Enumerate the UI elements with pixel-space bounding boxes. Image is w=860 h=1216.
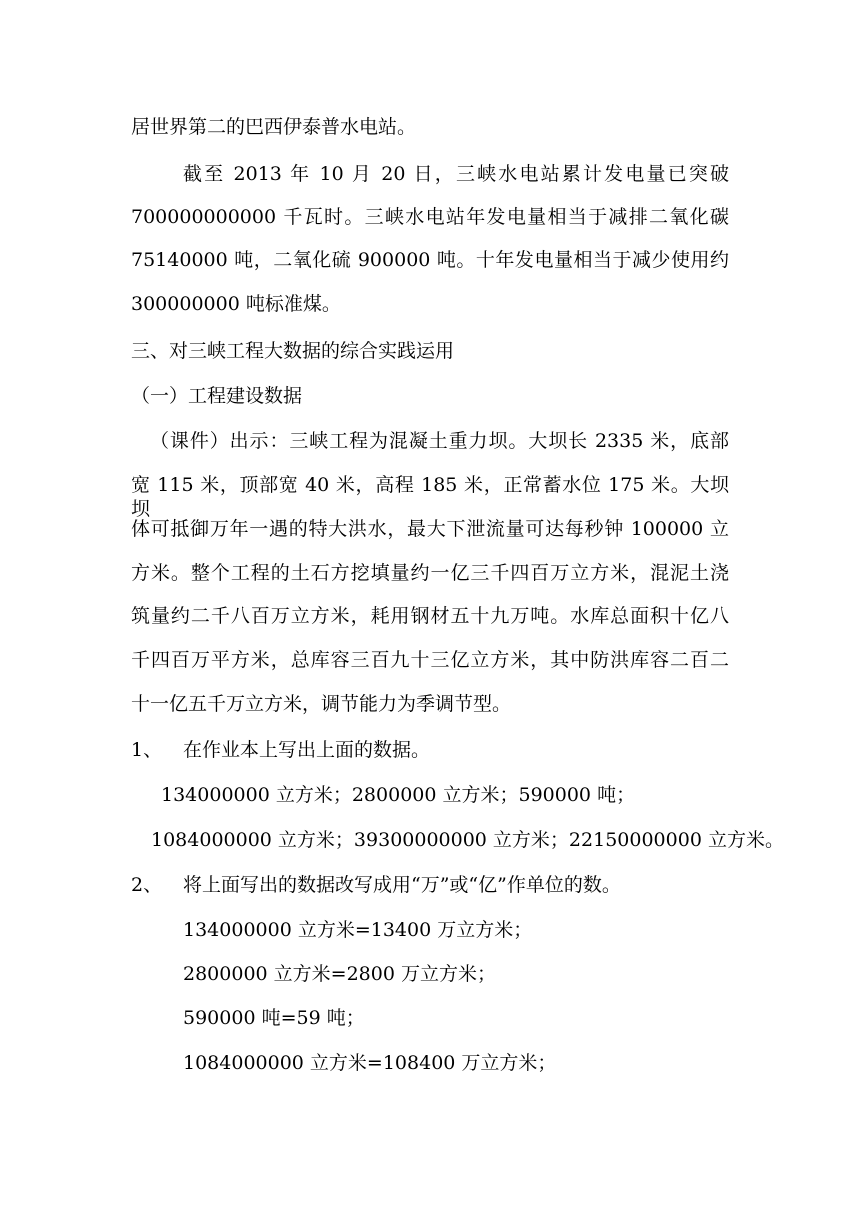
- paragraph-line: 宽 115 米，顶部宽 40 米，高程 185 米，正常蓄水位 175 米。大坝坝: [131, 474, 729, 520]
- paragraph-line: 700000000000 千瓦时。三峡水电站年发电量相当于减排二氧化碳: [131, 206, 729, 228]
- answer-line: 134000000 立方米；2800000 立方米；590000 吨；: [161, 784, 636, 806]
- paragraph-line: 十一亿五千万立方米，调节能力为季调节型。: [131, 693, 512, 715]
- paragraph-line: 300000000 吨标准煤。: [131, 293, 341, 315]
- subsection-heading: （一）工程建设数据: [131, 385, 303, 407]
- answer-line: 2800000 立方米=2800 万立方米；: [183, 963, 496, 985]
- answer-line: 1084000000 立方米；39300000000 立方米；22150000000 立方米。: [151, 829, 784, 851]
- paragraph-line: 截至 2013 年 10 月 20 日，三峡水电站累计发电量已突破: [183, 163, 729, 185]
- answer-line: 134000000 立方米=13400 万立方米；: [183, 919, 533, 941]
- paragraph-line: 方米。整个工程的土石方挖填量约一亿三千四百万立方米，混泥土浇: [131, 562, 729, 584]
- answer-line: 1084000000 立方米=108400 万立方米；: [183, 1052, 557, 1074]
- list-item-text: 在作业本上写出上面的数据。: [183, 739, 431, 761]
- list-number: 1、: [131, 739, 163, 761]
- section-heading: 三、对三峡工程大数据的综合实践运用: [131, 340, 455, 362]
- paragraph-line: （课件）出示：三峡工程为混凝土重力坝。大坝长 2335 米，底部: [150, 430, 729, 452]
- paragraph-line: 体可抵御万年一遇的特大洪水，最大下泄流量可达每秒钟 100000 立: [131, 518, 729, 540]
- paragraph-line: 75140000 吨，二氧化硫 900000 吨。十年发电量相当于减少使用约: [131, 249, 729, 271]
- paragraph-line: 居世界第二的巴西伊泰普水电站。: [131, 116, 417, 138]
- list-item-text: 将上面写出的数据改写成用“万”或“亿”作单位的数。: [183, 874, 621, 896]
- list-number: 2、: [131, 874, 163, 896]
- paragraph-line: 千四百万平方米，总库容三百九十三亿立方米，其中防洪库容二百二: [131, 649, 729, 671]
- answer-line: 590000 吨=59 吨；: [183, 1007, 365, 1029]
- paragraph-line: 筑量约二千八百万立方米，耗用钢材五十九万吨。水库总面积十亿八: [131, 605, 729, 627]
